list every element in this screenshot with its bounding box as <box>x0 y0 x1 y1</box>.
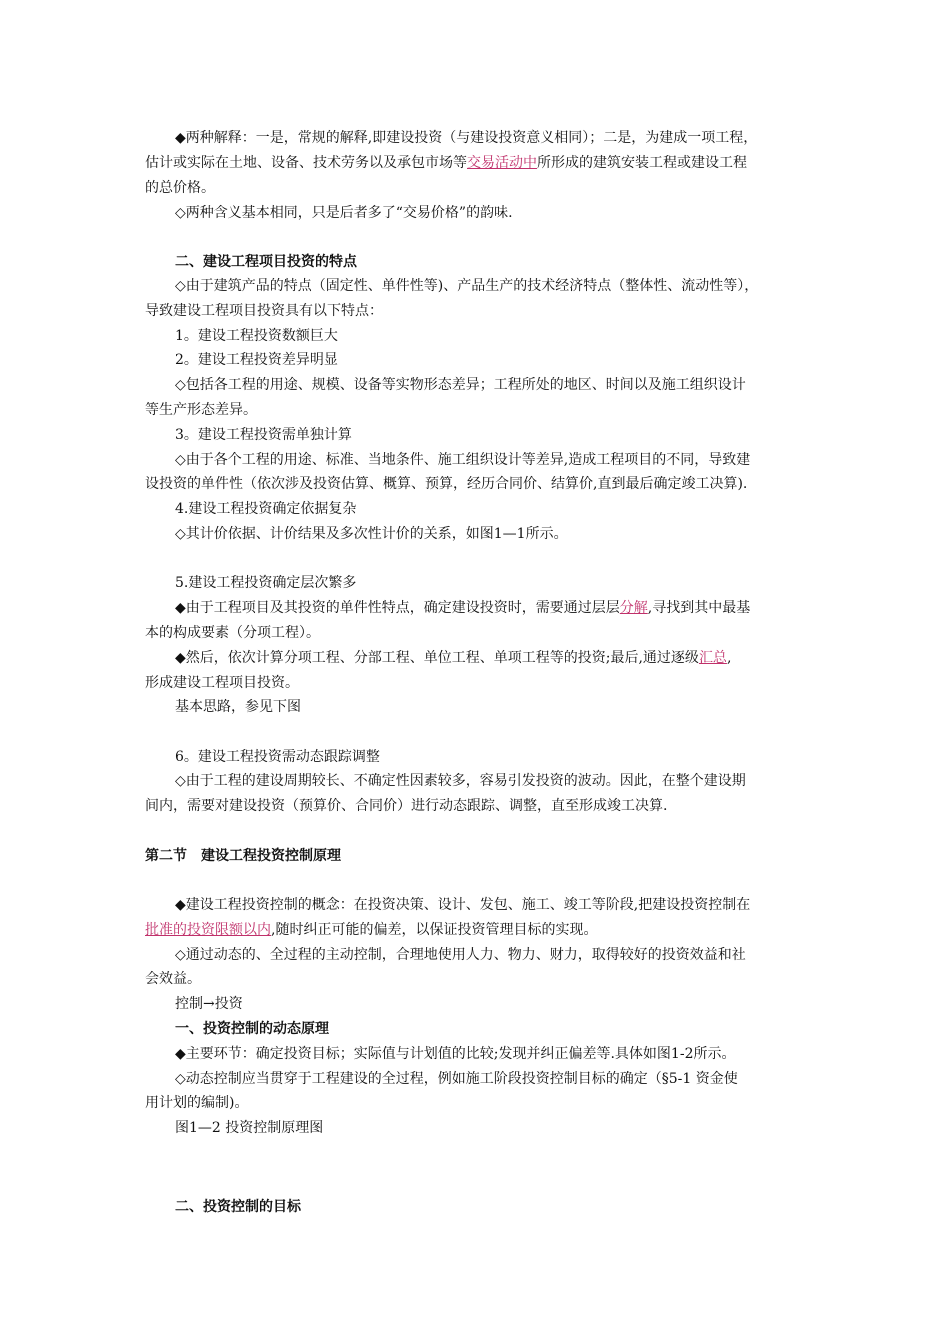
control-arrow-investment: 控制→投资 <box>175 996 243 1012</box>
text-segment: 估计或实际在土地、设备、技术劳务以及承包市场等 <box>145 155 467 171</box>
link-approved-limit[interactable]: 批准的投资限额以内 <box>145 922 271 938</box>
item-5: 5.建设工程投资确定层次繁多 <box>175 575 357 591</box>
item-6-detail-line1: ◇由于工程的建设周期较长、不确定性因素较多，容易引发投资的波动。因此，在整个建设期 <box>175 773 746 789</box>
text-segment: ◆由于工程项目及其投资的单件性特点，确定建设投资时，需要通过层层 <box>175 600 620 616</box>
item-5-detail-line4: 形成建设工程项目投资。 <box>145 675 299 691</box>
item-5-detail-line5: 基本思路，参见下图 <box>175 699 301 715</box>
heading-investment-characteristics: 二、建设工程项目投资的特点 <box>175 254 357 270</box>
figure-caption: 图1—2 投资控制原理图 <box>175 1120 324 1136</box>
dynamic-control-process-line1: ◇动态控制应当贯穿于工程建设的全过程，例如施工阶段投资控制目标的确定（§5-1 资金使 <box>175 1071 738 1087</box>
item-2-detail-line2: 等生产形态差异。 <box>145 402 257 418</box>
item-4: 4.建设工程投资确定依据复杂 <box>175 501 357 517</box>
control-concept-line1: ◆建设工程投资控制的概念：在投资决策、设计、发包、施工、竣工等阶段,把建设投资控制在 <box>175 897 751 913</box>
paragraph-two-interpretations-line3: 的总价格。 <box>145 180 215 196</box>
intro-line1: ◇由于建筑产品的特点（固定性、单件性等)、产品生产的技术经济特点（整体性、流动性等）， <box>175 278 759 294</box>
text-segment: 所形成的建筑安装工程或建设工程 <box>537 155 747 171</box>
item-6-detail-line2: 间内，需要对建设投资（预算价、合同价）进行动态跟踪、调整，直至形成竣工决算. <box>145 798 668 814</box>
text-segment: , <box>726 650 732 666</box>
text-segment: ◆然后，依次计算分项工程、分部工程、单位工程、单项工程等的投资;最后,通过逐级 <box>175 650 699 666</box>
item-3-detail-line1: ◇由于各个工程的用途、标准、当地条件、施工组织设计等差异,造成工程项目的不同，导致建 <box>175 452 751 468</box>
item-3-detail-line2: 设投资的单件性（依次涉及投资估算、概算、预算，经历合同价、结算价,直到最后确定竣工决算). <box>145 476 748 492</box>
dynamic-control-process-line2: 用计划的编制)。 <box>145 1095 249 1111</box>
text-segment: ,随时纠正可能的偏差，以保证投资管理目标的实现。 <box>271 922 598 938</box>
item-5-detail-line3 <box>175 648 731 668</box>
link-trading-activity[interactable]: 交易活动中 <box>467 155 537 171</box>
section-heading-control-principle: 第二节 建设工程投资控制原理 <box>145 848 341 864</box>
heading-control-targets: 二、投资控制的目标 <box>175 1199 301 1215</box>
intro-line2: 导致建设工程项目投资具有以下特点： <box>145 303 383 319</box>
text-segment: ,寻找到其中最基 <box>647 600 751 616</box>
item-5-detail-line2: 本的构成要素（分项工程）。 <box>145 625 320 641</box>
paragraph-two-interpretations-line2 <box>145 153 747 173</box>
item-5-detail-line1 <box>175 598 750 618</box>
item-2: 2。建设工程投资差异明显 <box>175 352 338 368</box>
item-4-detail: ◇其计价依据、计价结果及多次性计价的关系，如图1—1所示。 <box>175 526 568 542</box>
heading-dynamic-principle: 一、投资控制的动态原理 <box>175 1021 329 1037</box>
link-summarize[interactable]: 汇总 <box>698 650 727 666</box>
paragraph-same-meaning: ◇两种含义基本相同，只是后者多了“交易价格”的韵味. <box>175 205 513 221</box>
item-2-detail-line1: ◇包括各工程的用途、规模、设备等实物形态差异；工程所处的地区、时间以及施工组织设计 <box>175 377 746 393</box>
control-concept-line2 <box>145 920 597 940</box>
main-steps: ◆主要环节：确定投资目标；实际值与计划值的比较;发现并纠正偏差等.具体如图1-2所示。 <box>175 1046 736 1062</box>
link-decompose[interactable]: 分解 <box>619 600 648 616</box>
dynamic-control-line1: ◇通过动态的、全过程的主动控制，合理地使用人力、物力、财力，取得较好的投资效益和社 <box>175 947 746 963</box>
paragraph-two-interpretations-line1: ◆两种解释：一是，常规的解释,即建设投资（与建设投资意义相同）；二是，为建成一项工程， <box>175 130 758 146</box>
dynamic-control-line2: 会效益。 <box>145 971 201 987</box>
item-1: 1。建设工程投资数额巨大 <box>175 328 338 344</box>
item-6: 6。建设工程投资需动态跟踪调整 <box>175 749 380 765</box>
item-3: 3。建设工程投资需单独计算 <box>175 427 352 443</box>
